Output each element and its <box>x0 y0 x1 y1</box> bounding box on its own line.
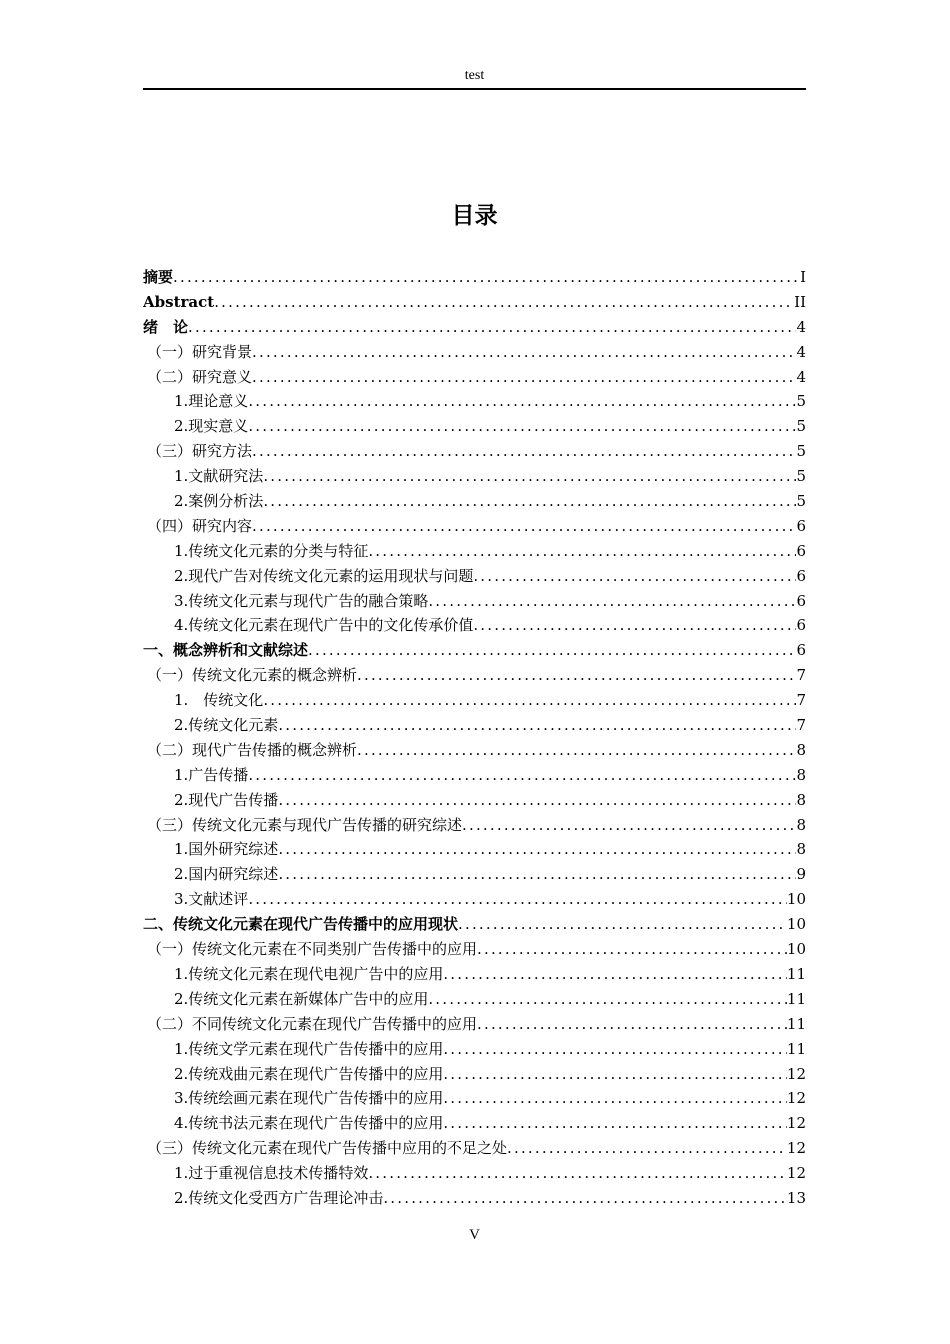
toc-entry-label: 2.传统文化元素在新媒体广告中的应用 <box>174 989 429 1008</box>
toc-dot-leader <box>214 290 794 315</box>
toc-entry-label: 2.传统文化受西方广告理论冲击 <box>174 1188 384 1207</box>
toc-entry[interactable] <box>143 265 806 290</box>
toc-entry[interactable] <box>143 365 806 390</box>
toc-entry-page: 5 <box>796 467 806 486</box>
toc-dot-leader <box>278 788 796 813</box>
toc-entry-page: 5 <box>796 417 806 436</box>
toc-dot-leader <box>278 862 796 887</box>
toc-entry[interactable] <box>143 464 806 489</box>
toc-entry-label: 1.过于重视信息技术传播特效 <box>174 1164 369 1183</box>
header-divider <box>143 88 806 90</box>
toc-entry-label: （一）传统文化元素的概念辨析 <box>147 666 358 685</box>
toc-entry-page: 5 <box>796 392 806 411</box>
toc-entry-page: 7 <box>796 716 806 735</box>
toc-entry[interactable] <box>143 1136 806 1161</box>
toc-dot-leader <box>428 987 787 1012</box>
toc-dot-leader <box>443 1037 787 1062</box>
toc-dot-leader <box>443 1086 787 1111</box>
toc-dot-leader <box>248 414 796 439</box>
toc-entry-page: 11 <box>786 1039 806 1058</box>
toc-dot-leader <box>252 365 796 390</box>
toc-dot-leader <box>278 837 796 862</box>
toc-entry-page: 8 <box>796 815 806 834</box>
toc-dot-leader <box>278 713 796 738</box>
page-number: V <box>469 1227 480 1243</box>
toc-entry-label: 1. 传统文化 <box>174 691 264 710</box>
toc-dot-leader <box>357 738 796 763</box>
toc-entry-label: （二）研究意义 <box>147 367 253 386</box>
toc-entry-page: 4 <box>796 367 806 386</box>
toc-entry[interactable] <box>143 713 806 738</box>
toc-entry[interactable] <box>143 1037 806 1062</box>
toc-dot-leader <box>428 589 796 614</box>
toc-entry-page: 8 <box>796 840 806 859</box>
toc-entry-page: 12 <box>786 1164 806 1183</box>
toc-entry-page: 6 <box>796 566 806 585</box>
toc-entry-label: 2.现实意义 <box>174 417 249 436</box>
toc-entry-label: Abstract <box>143 292 215 311</box>
toc-entry-label: 1.理论意义 <box>174 392 249 411</box>
toc-entry[interactable] <box>143 912 806 937</box>
toc-entry-page: 4 <box>796 342 806 361</box>
toc-entry-label: 2.现代广告对传统文化元素的运用现状与问题 <box>174 566 474 585</box>
toc-entry-label: （二）现代广告传播的概念辨析 <box>147 740 358 759</box>
toc-entry[interactable] <box>143 837 806 862</box>
toc-entry-page: 9 <box>796 865 806 884</box>
toc-entry[interactable] <box>143 539 806 564</box>
toc-entry-page: 4 <box>796 317 806 336</box>
toc-dot-leader <box>263 464 796 489</box>
toc-entry[interactable] <box>143 738 806 763</box>
toc-entry-label: 二、传统文化元素在现代广告传播中的应用现状 <box>143 915 459 934</box>
toc-entry-label: （四）研究内容 <box>147 516 253 535</box>
toc-dot-leader <box>252 439 796 464</box>
toc-entry-label: （二）不同传统文化元素在现代广告传播中的应用 <box>147 1014 478 1033</box>
toc-entry-label: 2.现代广告传播 <box>174 790 279 809</box>
toc-dot-leader <box>252 514 796 539</box>
toc-entry-label: 一、概念辨析和文献综述 <box>143 641 309 660</box>
toc-entry[interactable] <box>143 1012 806 1037</box>
toc-entry[interactable] <box>143 613 806 638</box>
toc-dot-leader <box>263 489 796 514</box>
toc-entry-page: 8 <box>796 740 806 759</box>
toc-dot-leader <box>368 539 796 564</box>
toc-entry[interactable] <box>143 1161 806 1186</box>
toc-entry-page: 12 <box>786 1064 806 1083</box>
toc-entry[interactable] <box>143 389 806 414</box>
toc-entry[interactable] <box>143 887 806 912</box>
toc-entry[interactable] <box>143 589 806 614</box>
toc-dot-leader <box>473 564 796 589</box>
toc-dot-leader <box>248 887 787 912</box>
toc-entry-label: 3.传统绘画元素在现代广告传播中的应用 <box>174 1089 444 1108</box>
toc-entry[interactable] <box>143 315 806 340</box>
toc-entry-page: 12 <box>786 1139 806 1158</box>
toc-entry[interactable] <box>143 564 806 589</box>
toc-entry-page: I <box>800 268 806 286</box>
toc-entry-label: 1.文献研究法 <box>174 467 264 486</box>
toc-entry[interactable] <box>143 987 806 1012</box>
toc-entry[interactable] <box>143 290 806 315</box>
toc-entry[interactable] <box>143 638 806 663</box>
toc-dot-leader <box>188 315 796 340</box>
toc-entry-label: 1.广告传播 <box>174 765 249 784</box>
toc-dot-leader <box>443 1062 787 1087</box>
toc-entry[interactable] <box>143 862 806 887</box>
toc-entry-page: 8 <box>796 790 806 809</box>
toc-entry[interactable] <box>143 1186 806 1211</box>
toc-entry-page: 6 <box>796 516 806 535</box>
toc-entry-label: 1.传统文化元素的分类与特征 <box>174 541 369 560</box>
toc-entry-page: 10 <box>786 915 806 934</box>
toc-entry-label: （一）研究背景 <box>147 342 253 361</box>
toc-entry[interactable] <box>143 663 806 688</box>
toc-entry[interactable] <box>143 1062 806 1087</box>
toc-entry-label: 1.国外研究综述 <box>174 840 279 859</box>
toc-entry-page: 6 <box>796 591 806 610</box>
toc-entry[interactable] <box>143 1086 806 1111</box>
toc-dot-leader <box>462 813 796 838</box>
toc-title: 目录 <box>451 203 498 229</box>
toc-entry-page: 8 <box>796 765 806 784</box>
toc-entry-page: 7 <box>796 666 806 685</box>
toc-entry-page: 12 <box>786 1089 806 1108</box>
table-of-contents <box>143 265 806 1211</box>
toc-dot-leader <box>248 763 796 788</box>
toc-entry[interactable] <box>143 414 806 439</box>
toc-entry-label: 3.传统文化元素与现代广告的融合策略 <box>174 591 429 610</box>
toc-entry[interactable] <box>143 489 806 514</box>
toc-entry-page: 11 <box>786 964 806 983</box>
toc-entry[interactable] <box>143 340 806 365</box>
toc-entry[interactable] <box>143 439 806 464</box>
page-header: test <box>464 68 485 83</box>
toc-entry-label: 2.传统戏曲元素在现代广告传播中的应用 <box>174 1064 444 1083</box>
toc-entry-label: 1.传统文化元素在现代电视广告中的应用 <box>174 964 444 983</box>
toc-entry[interactable] <box>143 962 806 987</box>
toc-dot-leader <box>477 937 787 962</box>
toc-entry-label: 4.传统书法元素在现代广告传播中的应用 <box>174 1114 444 1133</box>
toc-entry-page: 10 <box>786 890 806 909</box>
toc-entry-label: 2.国内研究综述 <box>174 865 279 884</box>
toc-entry-page: 6 <box>796 641 806 660</box>
toc-dot-leader <box>308 638 796 663</box>
toc-dot-leader <box>368 1161 787 1186</box>
toc-entry[interactable] <box>143 1111 806 1136</box>
toc-dot-leader <box>477 1012 787 1037</box>
toc-entry-page: II <box>794 292 806 311</box>
toc-entry-page: 12 <box>786 1114 806 1133</box>
toc-entry-page: 13 <box>786 1188 806 1207</box>
toc-dot-leader <box>173 265 800 290</box>
toc-entry-label: （三）传统文化元素在现代广告传播中应用的不足之处 <box>147 1139 508 1158</box>
toc-dot-leader <box>248 389 796 414</box>
toc-entry-label: 2.传统文化元素 <box>174 716 279 735</box>
toc-entry-label: 绪 论 <box>143 317 189 336</box>
toc-entry-page: 11 <box>786 1014 806 1033</box>
toc-entry-label: （三）传统文化元素与现代广告传播的研究综述 <box>147 815 463 834</box>
toc-dot-leader <box>443 962 787 987</box>
toc-dot-leader <box>263 688 796 713</box>
toc-entry-page: 5 <box>796 442 806 461</box>
toc-entry[interactable] <box>143 788 806 813</box>
toc-entry[interactable] <box>143 763 806 788</box>
toc-entry-label: 3.文献述评 <box>174 890 249 909</box>
toc-dot-leader <box>458 912 787 937</box>
toc-entry-page: 7 <box>796 691 806 710</box>
toc-entry-label: （三）研究方法 <box>147 442 253 461</box>
toc-entry-page: 10 <box>786 940 806 959</box>
toc-entry-label: 摘要 <box>143 268 174 286</box>
toc-entry-page: 6 <box>796 541 806 560</box>
toc-dot-leader <box>383 1186 787 1211</box>
toc-entry[interactable] <box>143 813 806 838</box>
toc-entry-page: 11 <box>786 989 806 1008</box>
toc-entry-label: 4.传统文化元素在现代广告中的文化传承价值 <box>174 616 474 635</box>
toc-entry-page: 5 <box>796 492 806 511</box>
toc-entry[interactable] <box>143 937 806 962</box>
toc-entry-label: 1.传统文学元素在现代广告传播中的应用 <box>174 1039 444 1058</box>
toc-entry-page: 6 <box>796 616 806 635</box>
toc-dot-leader <box>443 1111 787 1136</box>
toc-entry[interactable] <box>143 514 806 539</box>
toc-entry-label: （一）传统文化元素在不同类别广告传播中的应用 <box>147 940 478 959</box>
toc-entry[interactable] <box>143 688 806 713</box>
toc-dot-leader <box>357 663 796 688</box>
toc-entry-label: 2.案例分析法 <box>174 492 264 511</box>
toc-dot-leader <box>473 613 796 638</box>
toc-dot-leader <box>252 340 796 365</box>
toc-dot-leader <box>507 1136 787 1161</box>
